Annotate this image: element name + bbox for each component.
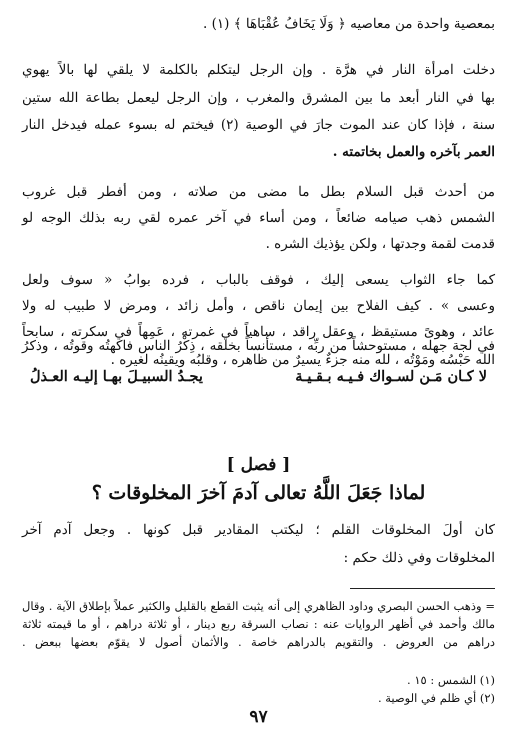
text-line: الشمس ذهب صيامه ضائعاً ، ومن أساء في آخر عمره لقي ربه بذلك الوجه لو [22,210,495,226]
text-line: الله حَبْسُه ومَوْتُه ، لله منه جزءٌ يسيرٌ من ظاهره ، وقلبُه ويقينُه لغيره . [110,352,495,368]
text-line: كما جاء الثواب يسعى إليك ، فوقف بالباب ، فرده بوابُ « سوف ولعل [22,272,495,288]
footnote-line: دراهم من العروض . والتقويم بالدراهم خاصة . والأثمان أصول لا يقوّم بعضها ببعض . [22,635,495,649]
text-line: قدمت لقمة وجدتها ، ولكن يؤذيك الشره . [265,236,495,252]
text-line: كان أولَ المخلوقات القلم ؛ ليكتب المقادير قبل كونها . وجعل آدم آخر [22,522,495,538]
footnote-line: = وذهب الحسن البصري وداود الظاهري إلى أنه يثبت القطع بالقليل والكثير عملاً بإطلاق الآية . وقال [22,599,495,613]
text-line: سنة ، فإذا كان عند الموت جارَ في الوصية (٢) فيختم له بسوء عمله فيدخل النار [22,117,496,133]
text-line: عائد ، وهوىً مستيقظ ، وعقل راقد ، ساهياً في غمرته ، عَمِهاً في سكرته ، سابحاً [22,324,495,340]
text-line: العمر بآخره والعمل بخاتمته . [332,144,495,160]
verse-first-hemistich: لا كـان مَـن لسـواك فـيـه بـقـيـة [295,368,487,385]
footnote-1: (١) الشمس : ١٥ . [407,673,495,687]
text-line: بها في النار أبعد ما بين المشرق والمغرب ، وإن الرجل ليعمل بطاعة الله ستين [22,90,495,106]
text-line: المخلوقات وفي ذلك حكم : [343,550,495,566]
poetry-verse [30,368,487,390]
text-line: وعسى » . كيف الفلاح بين إيمان ناقص ، وأمل زائد ، ومرض لا طبيب له ولا [22,298,495,314]
text-line: في لجة جهله ، مستوحشاً من ربِّه ، مستأنساً بخلقه ، ذِكْرُ الناس فاكهتُه وقوتُه ، وذكرُ [22,338,495,354]
section-title: لماذا جَعَلَ اللَّهُ تعالى آدمَ آخرَ المخلوقات ؟ [91,482,426,504]
section-label: [ فصل ] [226,455,291,475]
text-line: دخلت امرأة النار في هرَّة . وإن الرجل ليتكلم بالكلمة لا يلقي لها بالاً يهوي [22,62,495,78]
text-line: بمعصية واحدة من معاصيه ﴿ وَلَا يَخَافُ عُقْبَاهَا ﴾ (١) . [203,16,495,32]
footnote-line: مالك وأحمد في أظهر الروايات عنه : نصاب السرقة ربع دينار ، أو ثلاثة دراهم ، أو ما قيمته ثلاثة [22,617,495,631]
verse-second-hemistich: يجـدُ السبيـلَ بهـا إليـه العـذلُ [30,368,203,385]
footnote-2: (٢) أي ظلم في الوصية . [377,691,495,705]
footnote-divider [350,588,495,589]
text-line: من أحدث قبل السلام بطل ما مضى من صلاته ، ومن أفطر قبل غروب [22,184,495,200]
page-number: ٩٧ [249,707,268,727]
